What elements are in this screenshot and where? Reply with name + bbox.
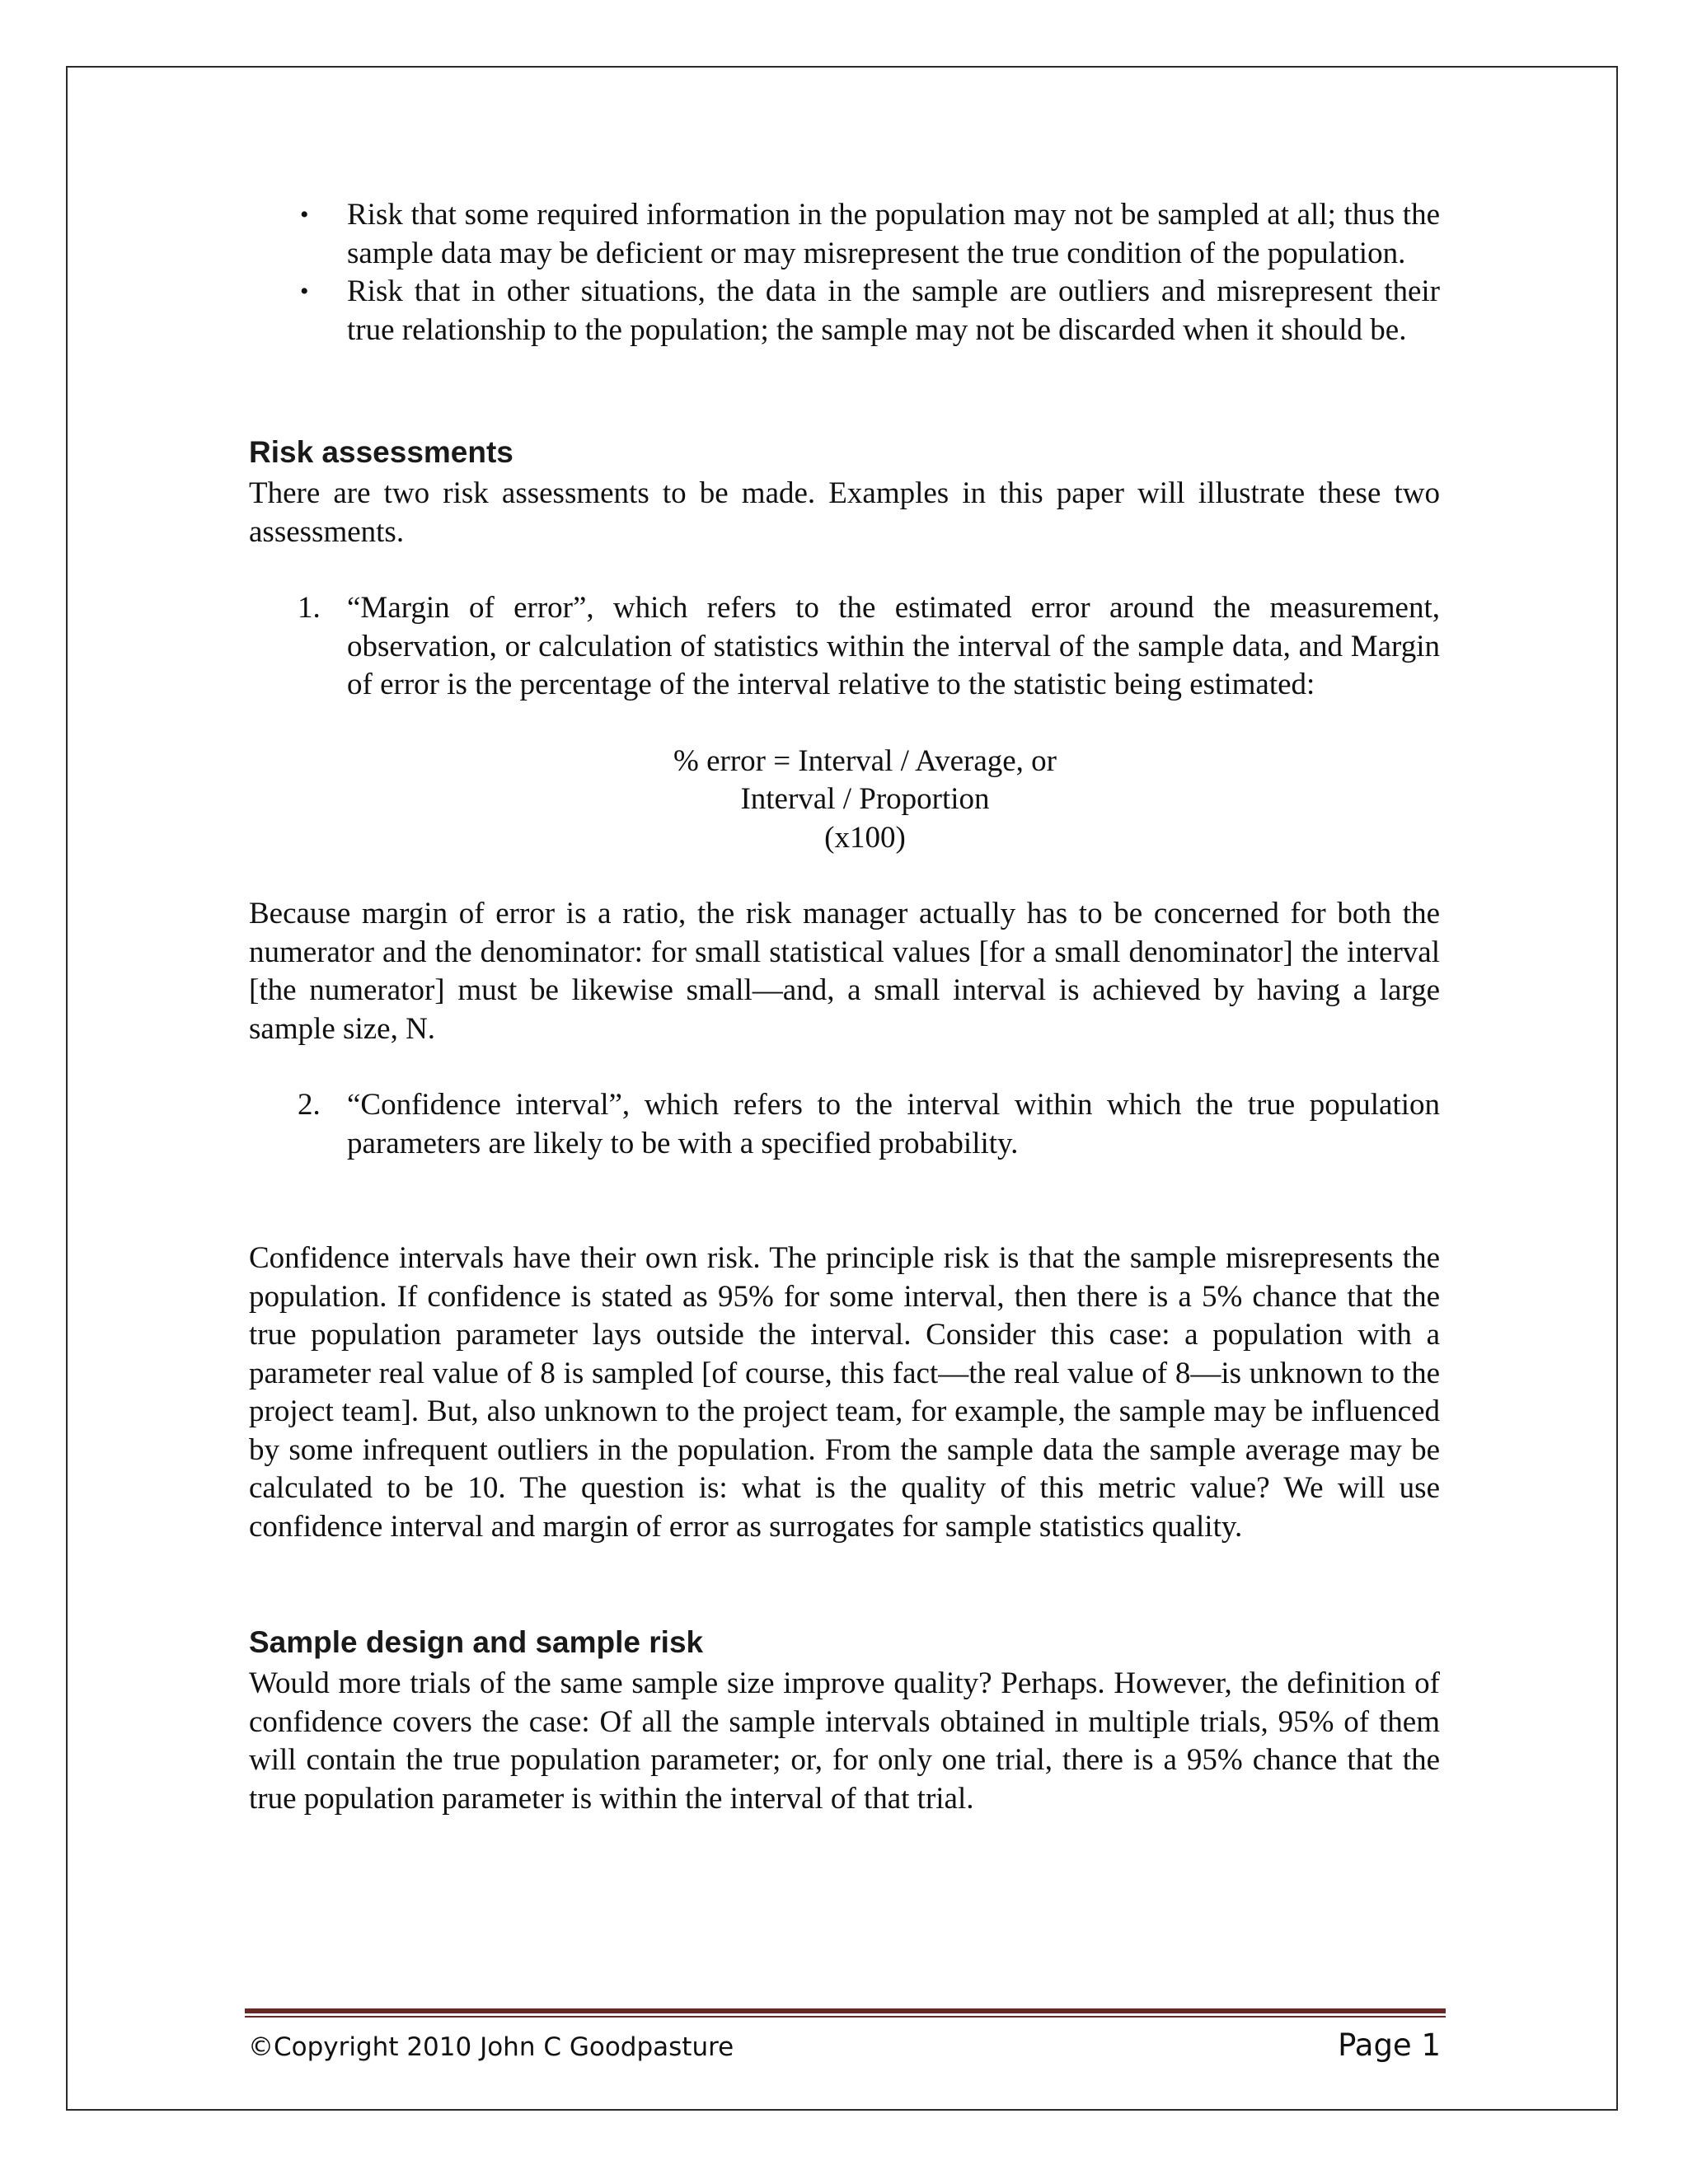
margin-of-error-text: “Margin of error”, which refers to the estimated error around the measurement, observation, or calculation of statistics within the interval of the sample data, and Margin of error is the percentage of the interval relative to the statistic being estimated:	[347, 591, 1440, 701]
bullet-item-2	[249, 273, 1440, 349]
error-formula	[249, 743, 1440, 858]
bullet-icon: •	[300, 278, 309, 305]
bullet-text-1: Risk that some required information in the population may not be sampled at all; thus the sample data may be deficient or may misrepresent the true condition of the population.	[347, 198, 1440, 270]
bullet-item-1	[249, 196, 1440, 273]
bullet-text-2: Risk that in other situations, the data in the sample are outliers and misrepresent their true relationship to the population; the sample may not be discarded when it should be.	[347, 274, 1440, 347]
footer-page-number: Page 1	[1338, 2027, 1441, 2063]
heading-risk-assessments: Risk assessments	[249, 435, 513, 469]
heading-sample-design: Sample design and sample risk	[249, 1625, 704, 1659]
sample-design-paragraph: Would more trials of the same sample size improve quality? Perhaps. However, the definition of confidence covers the case: Of all the sample intervals obtained in multiple trials, 95% of them will contain the true population parameter; or, for only one trial, there is a 95% chance that the true population parameter is within the interval of that trial.	[249, 1666, 1440, 1816]
bullet-icon: •	[300, 201, 309, 228]
footer-divider-thick	[245, 2008, 1446, 2013]
formula-line-1: % error = Interval / Average, or	[673, 743, 1057, 778]
formula-line-2: Interval / Proportion	[740, 782, 990, 816]
risk-bullet-list	[249, 196, 1440, 349]
numbered-item-confidence-interval	[249, 1086, 1440, 1163]
list-number: 1.	[298, 591, 321, 625]
formula-line-3: (x100)	[824, 820, 906, 855]
numbered-item-margin-of-error	[249, 589, 1440, 705]
margin-ratio-paragraph: Because margin of error is a ratio, the risk manager actually has to be concerned for both the numerator and the denominator: for small statistical values [for a small denominator] the interval [the numerator] must be likewise small—and, a small interval is achieved by having a large sample size, N.	[249, 897, 1440, 1046]
confidence-interval-text: “Confidence interval”, which refers to the interval within which the true population parameters are likely to be with a specified probability.	[347, 1088, 1440, 1160]
document-body	[249, 196, 1440, 1818]
list-number: 2.	[298, 1088, 321, 1122]
footer-copyright: ©Copyright 2010 John C Goodpasture	[248, 2032, 734, 2062]
risk-assessments-intro: There are two risk assessments to be made. Examples in this paper will illustrate these two assessments.	[249, 476, 1440, 549]
footer-divider-thin	[245, 2016, 1446, 2018]
confidence-risk-paragraph: Confidence intervals have their own risk. The principle risk is that the sample misrepresents the population. If confidence is stated as 95% for some interval, then there is a 5% chance that the true population parameter lays outside the interval. Consider this case: a population with a parameter real value of 8 is sampled [of course, this fact—the real value of 8—is unknown to the project team]. But, also unknown to the project team, for example, the sample may be influenced by some infrequent outliers in the population. From the sample data the sample average may be calculated to be 10. The question is: what is the quality of this metric value? We will use confidence interval and margin of error as surrogates for sample statistics quality.	[249, 1241, 1440, 1544]
